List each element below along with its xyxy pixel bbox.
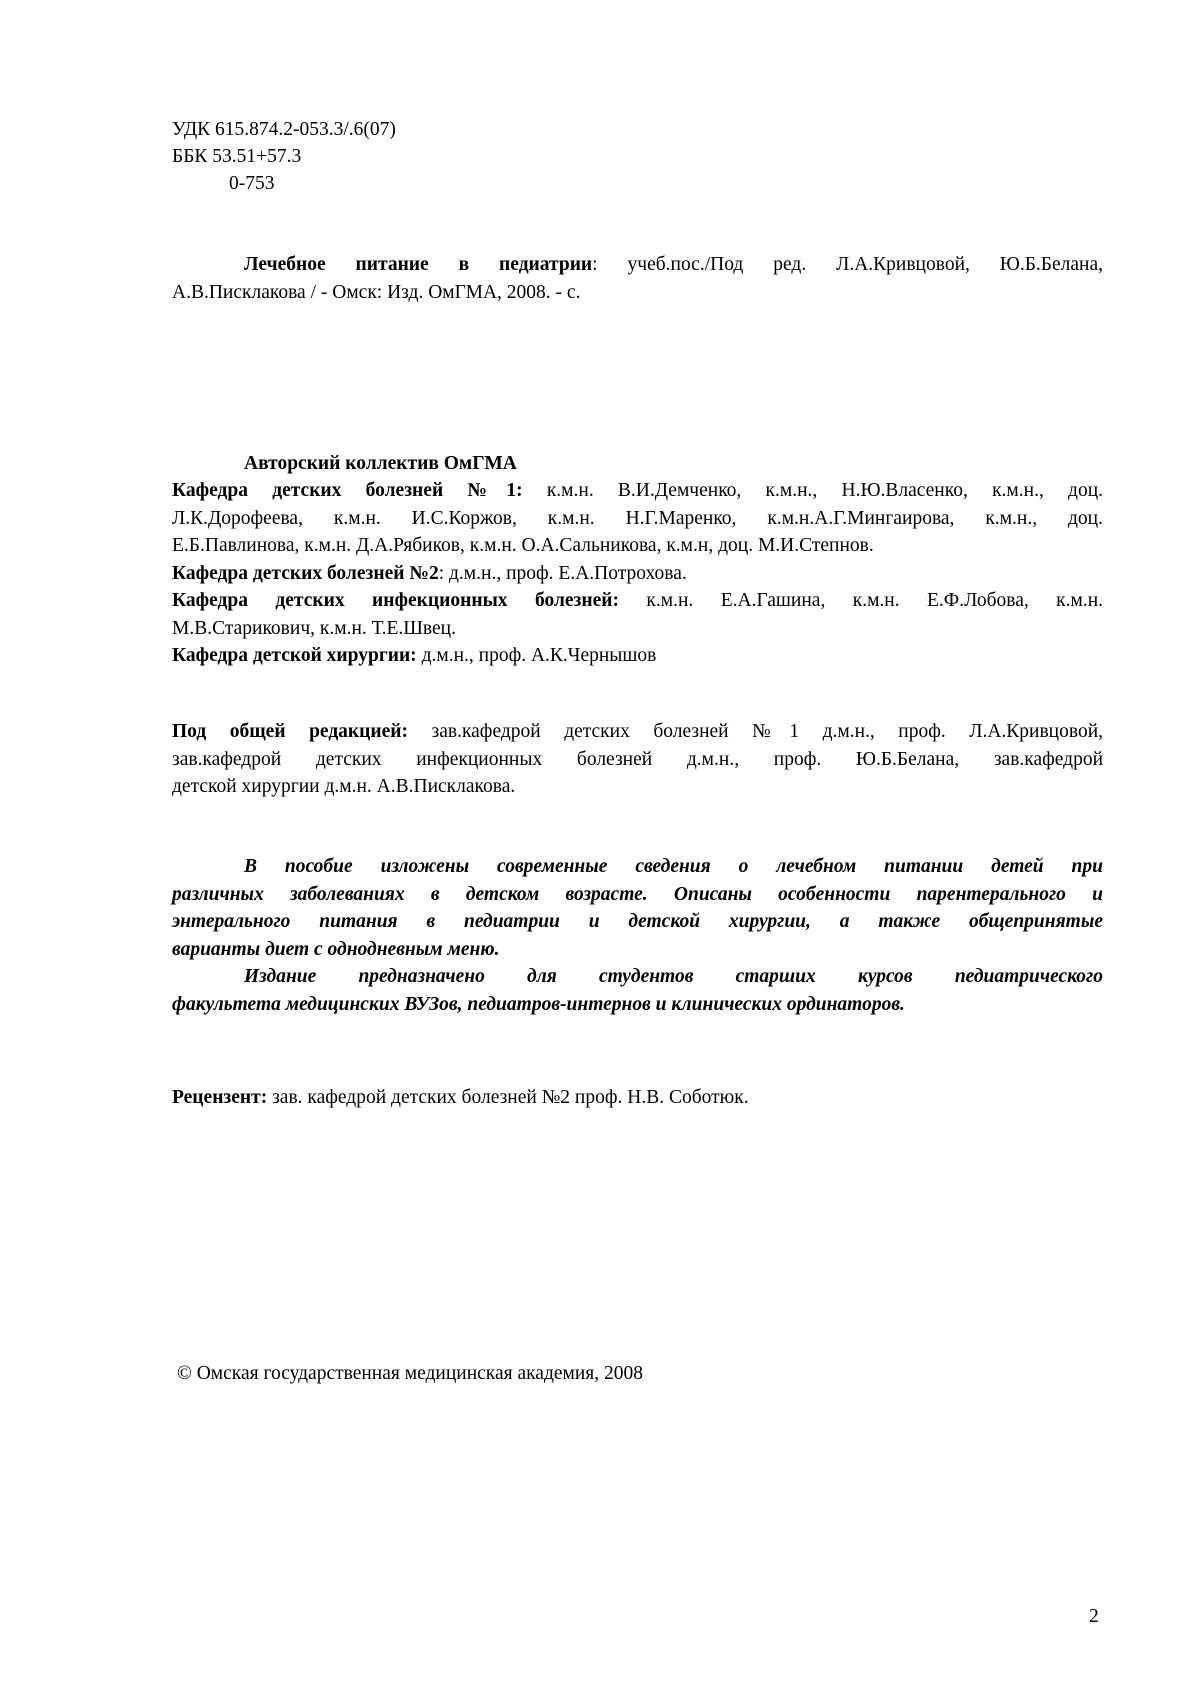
bbk-code: ББК 53.51+57.3 bbox=[172, 146, 302, 167]
page-number: 2 bbox=[1089, 1606, 1099, 1627]
reviewer bbox=[172, 1084, 749, 1112]
editors-line-3: детской хирургии д.м.н. А.В.Писклакова. bbox=[172, 776, 516, 797]
citation bbox=[172, 251, 1103, 306]
citation-line-1 bbox=[172, 251, 1103, 279]
citation-line-2: А.В.Писклакова / - Омск: Изд. ОмГМА, 2008. - с. bbox=[172, 281, 581, 303]
book-title: Лечебное питание в педиатрии bbox=[244, 254, 593, 275]
abstract-p2-line-2: факультета медицинских ВУЗов, педиатров-интернов и клинических ординаторов. bbox=[172, 993, 905, 1015]
abstract-p1-line-3: энтерального питания в педиатрии и детской хирургии, а также общепринятые bbox=[172, 911, 1103, 932]
abstract-p2-text-1: Издание предназначено для студентов старших курсов педиатрического bbox=[244, 966, 1103, 987]
abstract-p1-line-4: варианты диет с однодневным меню. bbox=[172, 938, 500, 960]
citation-line-1-rest: : учеб.пос./Под ред. Л.А.Кривцовой, Ю.Б.Белана, bbox=[592, 254, 1103, 275]
dept2-members: : д.м.н., проф. Е.А.Потрохова. bbox=[438, 562, 687, 584]
dept1-line-3: Е.Б.Павлинова, к.м.н. Д.А.Рябиков, к.м.н. О.А.Сальникова, к.м.н, доц. М.И.Степнов. bbox=[172, 535, 874, 556]
abstract-p2-line-1 bbox=[172, 963, 1103, 991]
dept3-members-1: к.м.н. Е.А.Гашина, к.м.н. Е.Ф.Лобова, к.м.н. bbox=[646, 590, 1104, 611]
dept1-members-1: к.м.н. В.И.Демченко, к.м.н., Н.Ю.Власенко, к.м.н., доц. bbox=[546, 480, 1104, 501]
dept3-line-2: М.В.Старикович, к.м.н. Т.Е.Швец. bbox=[172, 617, 456, 639]
authors-heading: Авторский коллектив ОмГМА bbox=[244, 453, 517, 474]
abstract-p1-line-1 bbox=[172, 853, 1103, 881]
abstract bbox=[172, 853, 1103, 1018]
editors-line-2: зав.кафедрой детских инфекционных болезней д.м.н., проф. Ю.Б.Белана, зав.кафедрой bbox=[172, 748, 1103, 770]
abstract-p1-text-1: В пособие изложены современные сведения о лечебном питании детей при bbox=[244, 856, 1103, 877]
dept4-members: д.м.н., проф. А.К.Чернышов bbox=[421, 645, 657, 666]
dept2-name: Кафедра детских болезней №2 bbox=[172, 562, 439, 584]
reviewer-label: Рецензент: bbox=[172, 1087, 268, 1108]
copyright: © Омская государственная медицинская академия, 2008 bbox=[177, 1363, 644, 1384]
udk-code: УДК 615.874.2-053.3/.6(07) bbox=[172, 119, 396, 140]
author-mark-code: 0-753 bbox=[229, 173, 275, 194]
dept3-line-1 bbox=[172, 587, 1103, 615]
authors-list bbox=[172, 477, 1103, 670]
dept3-name: Кафедра детских инфекционных болезней: bbox=[172, 590, 619, 611]
dept4-line bbox=[172, 642, 1103, 670]
dept1-line-1 bbox=[172, 477, 1103, 505]
dept1-line-2: Л.К.Дорофеева, к.м.н. И.С.Коржов, к.м.н. Н.Г.Маренко, к.м.н.А.Г.Мингаирова, к.м.н., доц. bbox=[172, 507, 1103, 529]
reviewer-text: зав. кафедрой детских болезней №2 проф. Н.В. Соботюк. bbox=[272, 1087, 749, 1108]
editors-line-1 bbox=[172, 718, 1103, 746]
dept2-line bbox=[172, 560, 1103, 588]
dept4-name: Кафедра детской хирургии: bbox=[172, 645, 417, 666]
editors-label: Под общей редакцией: bbox=[172, 721, 409, 742]
abstract-p1-line-2: различных заболеваниях в детском возрасте. Описаны особенности парентерального и bbox=[172, 883, 1103, 905]
editors-text-1: зав.кафедрой детских болезней №1 д.м.н., проф. Л.А.Кривцовой, bbox=[431, 721, 1104, 742]
dept1-name: Кафедра детских болезней №1: bbox=[172, 480, 523, 501]
editors bbox=[172, 718, 1103, 801]
